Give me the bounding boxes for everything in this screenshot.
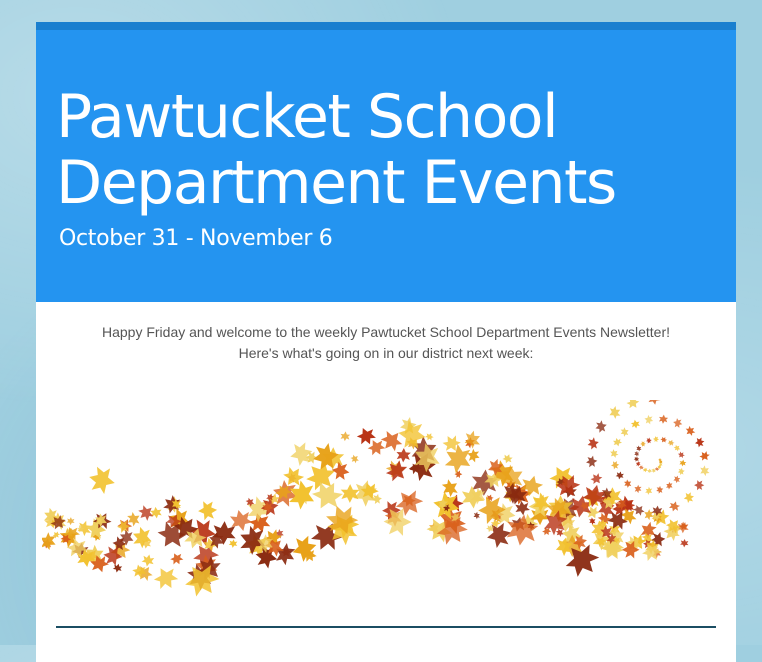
date-range: October 31 - November 6 — [59, 226, 333, 251]
newsletter-header — [36, 30, 736, 302]
newsletter-card — [36, 22, 736, 662]
newsletter-title: Pawtucket School Department Events — [56, 82, 616, 218]
autumn-leaves-banner-icon — [42, 400, 730, 622]
intro-line-1: Happy Friday and welcome to the weekly Pawtucket School Department Events Newsletter! — [101, 324, 671, 340]
intro-line-2: Here's what's going on in our district next week: — [238, 345, 534, 361]
intro-text — [36, 322, 736, 364]
section-divider — [56, 626, 716, 628]
header-top-bar — [36, 22, 736, 30]
